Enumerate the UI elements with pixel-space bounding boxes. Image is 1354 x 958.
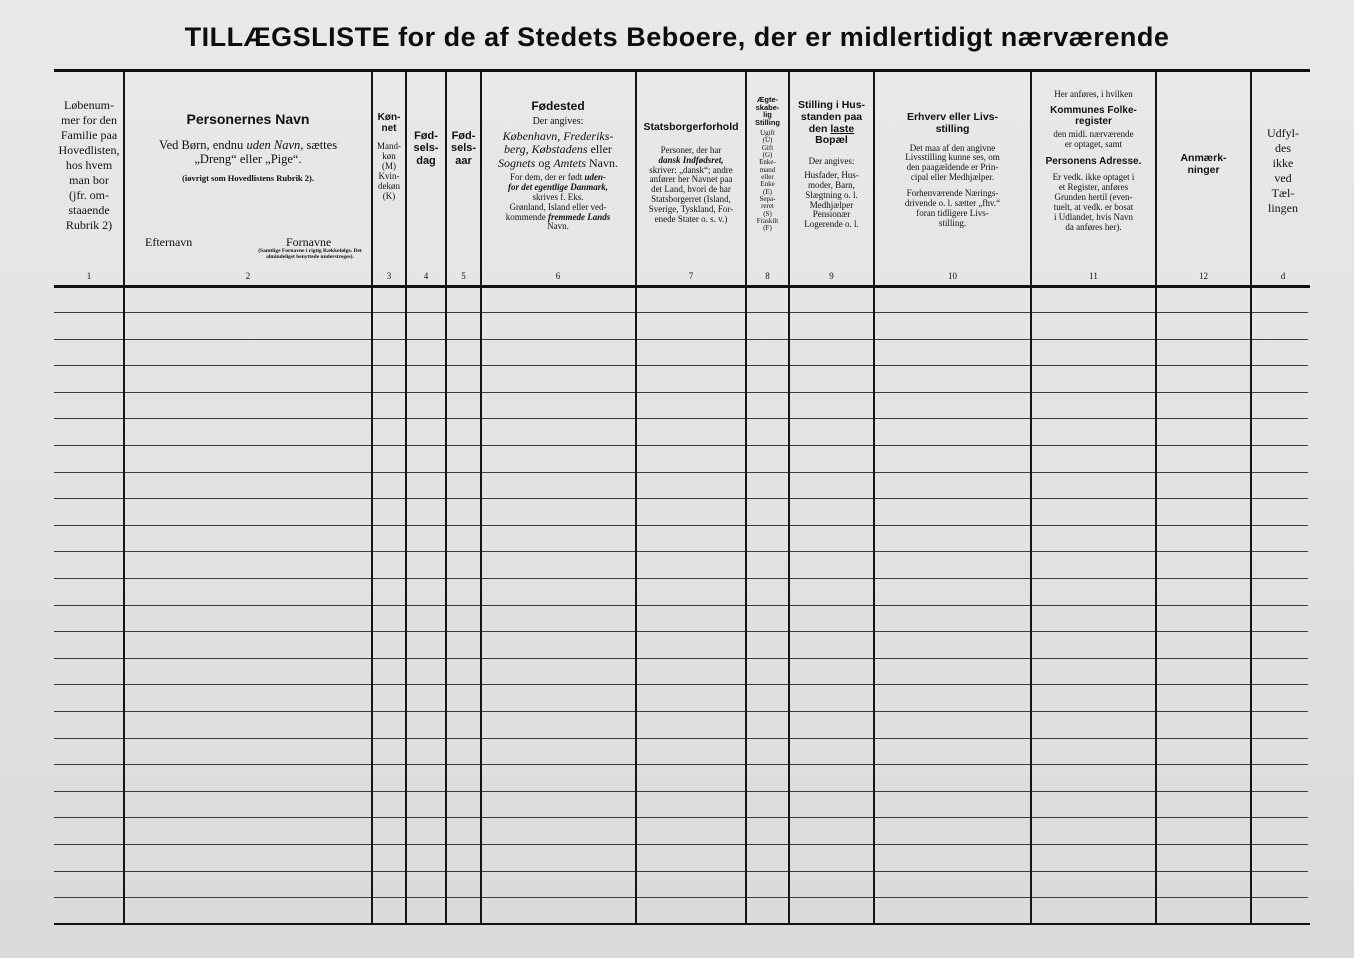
header-text-part: eller <box>590 142 612 157</box>
header-line: foran tidligere Livs- <box>916 207 989 218</box>
header-text-italic: for det egentlige Danmark, <box>508 181 608 192</box>
header-title: skabe- <box>755 102 780 112</box>
header-title: Fød- <box>414 130 438 142</box>
header-text-italic: Amtets <box>553 155 586 170</box>
header-line: Grunden hertil (even- <box>1054 192 1133 203</box>
column-header-birth-day <box>407 130 445 210</box>
header-line: stilling. <box>938 217 967 228</box>
row-line <box>54 764 1308 765</box>
column-number: 9 <box>829 271 834 281</box>
header-title: Stilling i Hus- <box>797 100 866 111</box>
firstname-note: (Samtlige Fornavne i rigtig Rækkefølge. Det almindeligst benyttede understreges). <box>258 248 362 260</box>
column-divider <box>745 72 747 924</box>
row-line <box>54 791 1308 792</box>
row-line <box>54 339 1308 340</box>
header-text-italic: fremmede Lands <box>548 211 611 222</box>
header-line: hos hvem <box>65 157 113 172</box>
column-divider <box>123 72 125 924</box>
header-line: Er vedk. ikke optaget i <box>1052 172 1135 183</box>
header-title-underlined: laste <box>830 122 855 135</box>
header-line: Udfyl- <box>1267 126 1299 140</box>
header-text: skrives f. Eks. <box>532 191 584 202</box>
header-line: Enke- <box>759 158 776 167</box>
header-text-part: For dem, der er født <box>510 171 583 182</box>
header-line: des <box>1275 141 1291 155</box>
header-text-italic: berg, Købstadens <box>504 142 588 157</box>
header-line: Ugift <box>760 129 775 137</box>
column-header-person-name <box>126 112 370 202</box>
row-line <box>54 578 1308 579</box>
header-text: (iøvrigt som Hovedlistens Rubrik 2). <box>182 172 314 183</box>
header-text-italic: Sognets <box>497 155 536 170</box>
row-line <box>54 498 1308 499</box>
row-line <box>54 392 1308 393</box>
column-divider <box>1155 72 1157 924</box>
column-header-municipal-register <box>1033 90 1154 262</box>
header-title: Anmærk- <box>1180 152 1227 165</box>
header-line: dekøn <box>378 180 400 191</box>
column-header-family-number <box>56 76 122 254</box>
header-line: eller <box>761 173 774 182</box>
column-number: 6 <box>555 271 561 281</box>
header-line: Forhenværende Nærings- <box>906 188 999 199</box>
header-title: stilling <box>935 122 970 135</box>
header-text: Grønland, Island eller ved- <box>509 201 607 212</box>
column-divider <box>635 72 637 924</box>
header-line: det Land, hvori de har <box>651 184 731 195</box>
header-text-part: og <box>538 155 551 170</box>
header-line: (jfr. om- <box>69 187 109 202</box>
header-line: Sverige, Tyskland, For- <box>648 204 734 215</box>
subheader-firstname: Fornavne <box>286 235 332 249</box>
header-line: Personer, der har <box>660 144 722 155</box>
header-text-italic: dansk Indfødsret, <box>658 154 724 165</box>
column-number: 1 <box>86 271 92 281</box>
header-line: (S) <box>763 209 772 218</box>
column-number: 8 <box>765 271 770 281</box>
header-line: (K) <box>382 190 396 201</box>
row-line <box>54 738 1308 739</box>
header-line: Statsborgerret (Island, <box>651 194 731 205</box>
header-line: Slægtning o. l. <box>805 189 858 200</box>
column-header-citizenship <box>638 122 744 242</box>
row-line <box>54 312 1308 313</box>
row-line <box>54 551 1308 552</box>
header-line: cipal eller Medhjælper. <box>910 172 995 183</box>
column-number: d <box>1280 271 1286 281</box>
header-line: er optaget, samt <box>1064 139 1123 150</box>
header-line: Logerende o. l. <box>804 219 859 230</box>
header-line: Tæl- <box>1271 186 1295 200</box>
subheader-surname: Efternavn <box>145 235 193 249</box>
column-number: 2 <box>245 271 251 281</box>
column-divider <box>1030 72 1032 924</box>
header-line: (U) <box>762 136 773 145</box>
row-line <box>54 525 1308 526</box>
column-number: 3 <box>386 271 392 281</box>
header-line: den paagældende er Prin- <box>906 162 999 173</box>
row-line <box>54 418 1308 419</box>
header-line: Gift <box>761 143 774 152</box>
header-line: anfører her Navnet paa <box>649 174 733 185</box>
header-title: Personens Adresse. <box>1045 156 1142 168</box>
header-text-italic: uden Navn, <box>246 137 304 152</box>
header-line: Kvin- <box>378 171 400 182</box>
header-line: Pensionær <box>812 209 851 220</box>
header-line: lingen <box>1268 201 1298 215</box>
header-line: moder, Barn, <box>808 179 855 190</box>
header-title: register <box>1075 116 1112 128</box>
header-title: Fødested <box>531 100 585 113</box>
column-number: 11 <box>1089 271 1098 281</box>
header-line: mer for den <box>61 112 117 127</box>
header-title: Stilling <box>755 117 780 127</box>
column-header-not-filled <box>1253 126 1313 236</box>
header-title: net <box>381 123 397 135</box>
header-text: „Dreng“ eller „Pige“. <box>194 151 302 166</box>
header-title: sels- <box>450 142 477 155</box>
column-header-household-position <box>791 100 872 250</box>
row-line <box>54 817 1308 818</box>
header-line: i Udlandet, hvis Navn <box>1054 211 1133 222</box>
header-text: Der angives: <box>532 116 584 128</box>
header-line: (G) <box>762 151 773 160</box>
header-line: (M) <box>382 161 396 172</box>
column-divider <box>480 72 482 924</box>
header-title: Ægte- <box>756 96 779 104</box>
header-line: mand <box>759 165 776 174</box>
header-line: Familie paa <box>60 127 118 142</box>
header-line: Fraskilt <box>756 217 779 226</box>
header-text-italic: København, Frederiks- <box>502 128 614 143</box>
header-line: Det maa af den angivne <box>909 142 996 153</box>
header-text: Der angives: <box>808 156 855 166</box>
header-line: Sepa- <box>759 195 776 204</box>
header-title: Erhverv eller Livs- <box>906 112 999 123</box>
header-line: da anføres her). <box>1065 221 1122 232</box>
header-line: Husfader, Hus- <box>804 169 859 180</box>
header-line: Mand- <box>377 141 401 152</box>
header-text <box>498 157 618 170</box>
form-title: TILLÆGSLISTE for de af Stedets Beboere, der er midlertidigt nærværende <box>184 22 1170 52</box>
column-divider <box>1250 72 1252 924</box>
header-text-part: Navn. <box>589 155 618 170</box>
row-line <box>54 844 1308 845</box>
header-line: ikke <box>1272 156 1294 170</box>
header-line: ved <box>1274 171 1292 185</box>
column-divider <box>873 72 875 924</box>
column-number: 7 <box>688 271 694 281</box>
header-line: Løbenum- <box>64 97 114 112</box>
row-line <box>54 445 1308 446</box>
header-text-part: Ved Børn, endnu <box>158 137 244 152</box>
row-line <box>54 605 1308 606</box>
column-number: 12 <box>1199 271 1208 281</box>
header-line: Hovedlisten, <box>58 142 120 157</box>
header-line: Medhjælper <box>809 199 854 210</box>
bottom-rule <box>54 923 1310 925</box>
header-line: drivende o. l. sætter „fhv.“ <box>904 197 1001 208</box>
header-text: Her anføres, i hvilken <box>1054 90 1133 99</box>
top-rule <box>54 69 1310 72</box>
column-number: 4 <box>423 271 429 281</box>
header-title: ninger <box>1187 164 1220 176</box>
header-title: sels- <box>413 142 439 155</box>
row-line <box>54 711 1308 712</box>
header-line: reret <box>761 202 774 211</box>
header-line: tuelt, at vedk. er bosat <box>1053 201 1134 212</box>
header-line: (E) <box>763 187 772 196</box>
column-header-marital-status <box>748 96 787 262</box>
header-title: dag <box>416 154 436 167</box>
header-title: standen paa <box>800 110 863 123</box>
header-line: man bor <box>69 172 109 187</box>
header-text-italic: uden- <box>584 171 606 182</box>
column-header-remarks <box>1158 76 1249 254</box>
header-title: Personernes Navn <box>186 112 310 127</box>
header-line: køn <box>382 151 396 162</box>
column-header-birth-year <box>447 130 480 210</box>
column-divider <box>788 72 790 924</box>
row-line <box>54 684 1308 685</box>
row-line <box>54 897 1308 898</box>
header-title: Fød- <box>451 130 476 142</box>
header-line: Livsstilling kunne ses, om <box>905 152 1000 163</box>
row-line <box>54 365 1308 366</box>
header-line: (F) <box>763 224 772 233</box>
header-title: lig <box>763 110 772 119</box>
column-number: 10 <box>948 271 957 281</box>
header-line: staaende <box>68 202 110 217</box>
header-title: Kommunes Folke- <box>1050 104 1137 116</box>
column-header-occupation <box>876 112 1029 252</box>
header-text-part: sættes <box>306 137 338 152</box>
header-line: den midl. nærværende <box>1053 129 1134 140</box>
row-line <box>54 472 1308 473</box>
column-number: 5 <box>461 271 466 281</box>
header-text <box>159 138 337 152</box>
header-title: Køn- <box>377 112 401 123</box>
header-title: aar <box>455 154 472 167</box>
row-line <box>54 631 1308 632</box>
column-header-birthplace <box>483 100 633 250</box>
header-text-part: kommende <box>505 211 546 222</box>
header-line: enede Stater o. s. v.) <box>654 213 728 224</box>
header-title: Statsborgerforhold <box>643 122 739 133</box>
header-title-part: den <box>808 122 828 135</box>
header-text: Navn. <box>547 221 569 232</box>
header-text <box>504 143 612 156</box>
header-line: Rubrik 2) <box>65 217 113 232</box>
header-title: Bopæl <box>815 134 848 147</box>
row-line <box>54 658 1308 659</box>
header-line: skriver: „dansk“; andre <box>649 164 733 175</box>
header-rule <box>54 285 1310 288</box>
header-line: et Register, anføres <box>1058 182 1129 193</box>
header-line: Enke <box>760 180 775 189</box>
row-line <box>54 871 1308 872</box>
column-header-sex <box>373 112 405 232</box>
